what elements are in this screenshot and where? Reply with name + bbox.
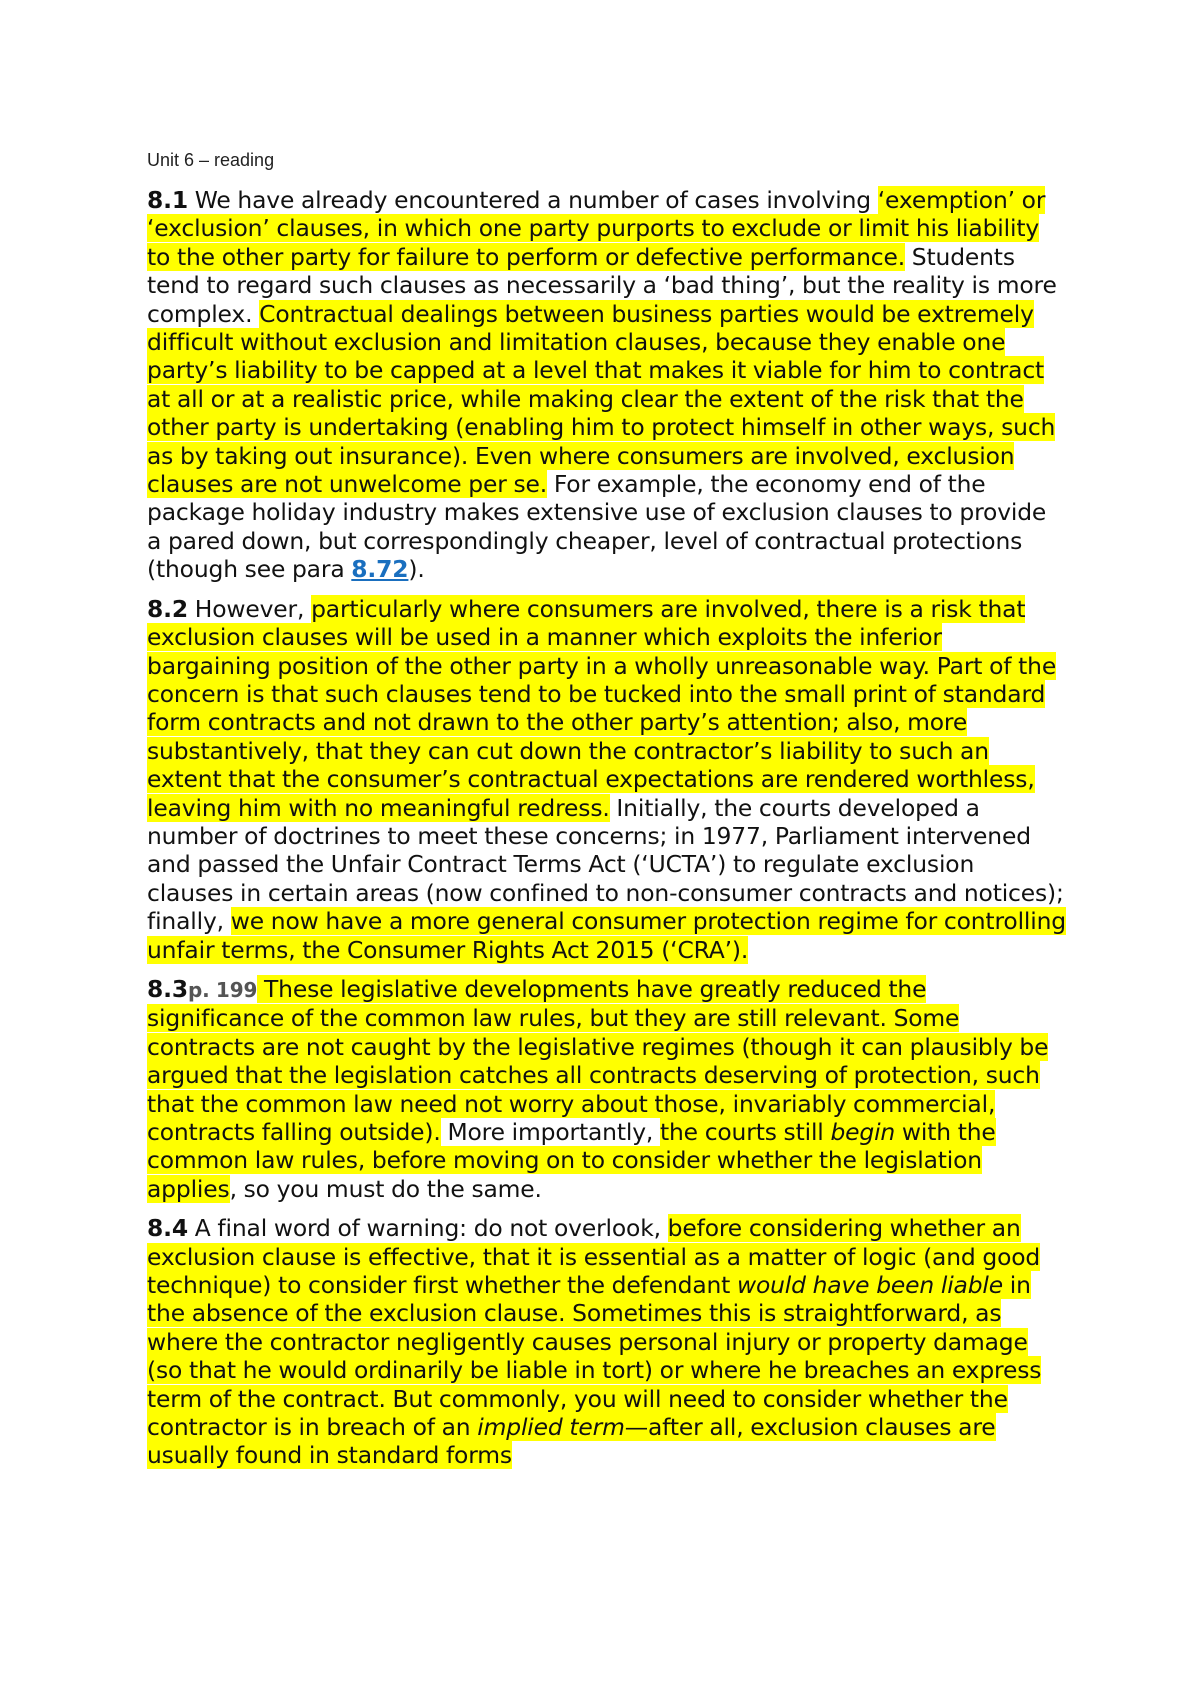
highlighted-text: particularly where consumers are involved, there is a risk that exclusion clauses will be used in a manner which exploits the inferior bargaining position of the other party in a wholly unreasonable way. Part of the concern is that such clauses tend to be tucked into the small print of standard form contracts and not drawn to the other party’s attention; also, more substantively, that they can cut down the contractor’s liability to such an extent that the consumer’s contractual expectations are rendered worthless, leaving him with no meaningful redress.: [147, 594, 1057, 822]
body-text: , so you must do the same.: [229, 1174, 542, 1203]
body-text: We have already encountered a number of cases involving: [188, 186, 878, 214]
paragraph-number: 8.2: [147, 594, 188, 623]
paragraph-number: 8.3: [147, 974, 188, 1003]
body-text: More importantly,: [440, 1118, 660, 1146]
highlighted-text: before considering whether an exclusion clause is effective, that it is essential as a matter of logic (and good technique) to consider first whether the defendant: [147, 1214, 1041, 1300]
paragraph-8-4: [147, 1214, 1067, 1470]
paragraph-8-2: [147, 595, 1067, 964]
highlighted-text: in the absence of the exclusion clause. Sometimes this is straightforward, as where the contractor negligently causes personal injury or property damage (so that he would ordinarily be liable in tort) or where he breaches an express term of the contract. But commonly, you will need to consider whether the contractor is in breach of an: [147, 1271, 1042, 1442]
highlighted-italic-text: would have been liable: [736, 1271, 1004, 1300]
body-text: For example, the economy end of the package holiday industry makes extensive use of exclusion clauses to provide a pared down, but correspondingly cheaper, level of contractual protections (though see para: [147, 470, 1047, 584]
highlighted-text: These legislative developments have greatly reduced the significance of the common law rules, but they are still relevant. Some contracts are not caught by the legislative regimes (though it can plausibly be argued that the legislation catches all contracts deserving of protection, such that the common law need not worry about those, invariably commercial, contracts falling outside).: [147, 974, 1049, 1146]
body-text: A final word of warning: do not overlook,: [188, 1214, 668, 1243]
paragraph-cross-reference-link[interactable]: 8.72: [351, 555, 409, 584]
paragraph-number: 8.1: [147, 186, 188, 214]
highlighted-italic-text: implied term: [477, 1413, 625, 1442]
highlighted-text: —after all, exclusion clauses are usually found in standard forms: [147, 1413, 996, 1470]
highlighted-text: with the common law rules, before moving on to consider whether the legislation applies: [147, 1118, 996, 1203]
body-text: Students tend to regard such clauses as necessarily a ‘bad thing’, but the reality is more complex.: [147, 242, 1057, 328]
document-body: [147, 186, 1067, 1481]
highlighted-text: the courts still: [659, 1118, 831, 1146]
paragraph-8-1: [147, 186, 1067, 584]
highlighted-text: Contractual dealings between business parties would be extremely difficult without exclusion and limitation clauses, because they enable one party’s liability to be capped at a level that makes it viable for him to contract at all or at a realistic price, while making clear the extent of the risk that the other party is undertaking (enabling him to protect himself in other ways, such as by taking out insurance). Even where consumers are involved, exclusion clauses are not unwelcome per se.: [147, 299, 1056, 499]
body-text: ).: [408, 555, 425, 584]
body-text: Initially, the courts developed a number of doctrines to meet these concerns; in 1977, Parliament intervened and passed the Unfair Contract Terms Act (‘UCTA’) to regulate exclusion clauses in certain areas (now confined to non-consumer contracts and notices); finally,: [147, 793, 1064, 936]
page-reference: p. 199: [188, 977, 258, 1002]
document-heading: Unit 6 – reading: [147, 150, 275, 170]
paragraph-8-3: [147, 975, 1067, 1203]
body-text: However,: [188, 594, 312, 623]
paragraph-number: 8.4: [147, 1214, 188, 1243]
highlighted-italic-text: begin: [830, 1118, 896, 1146]
highlighted-text: ‘exemption’ or ‘exclusion’ clauses, in which one party purports to exclude or limit his liability to the other party for failure to perform or defective performance.: [147, 186, 1046, 271]
highlighted-text: we now have a more general consumer protection regime for controlling unfair terms, the Consumer Rights Act 2015 (‘CRA’).: [147, 907, 1066, 964]
